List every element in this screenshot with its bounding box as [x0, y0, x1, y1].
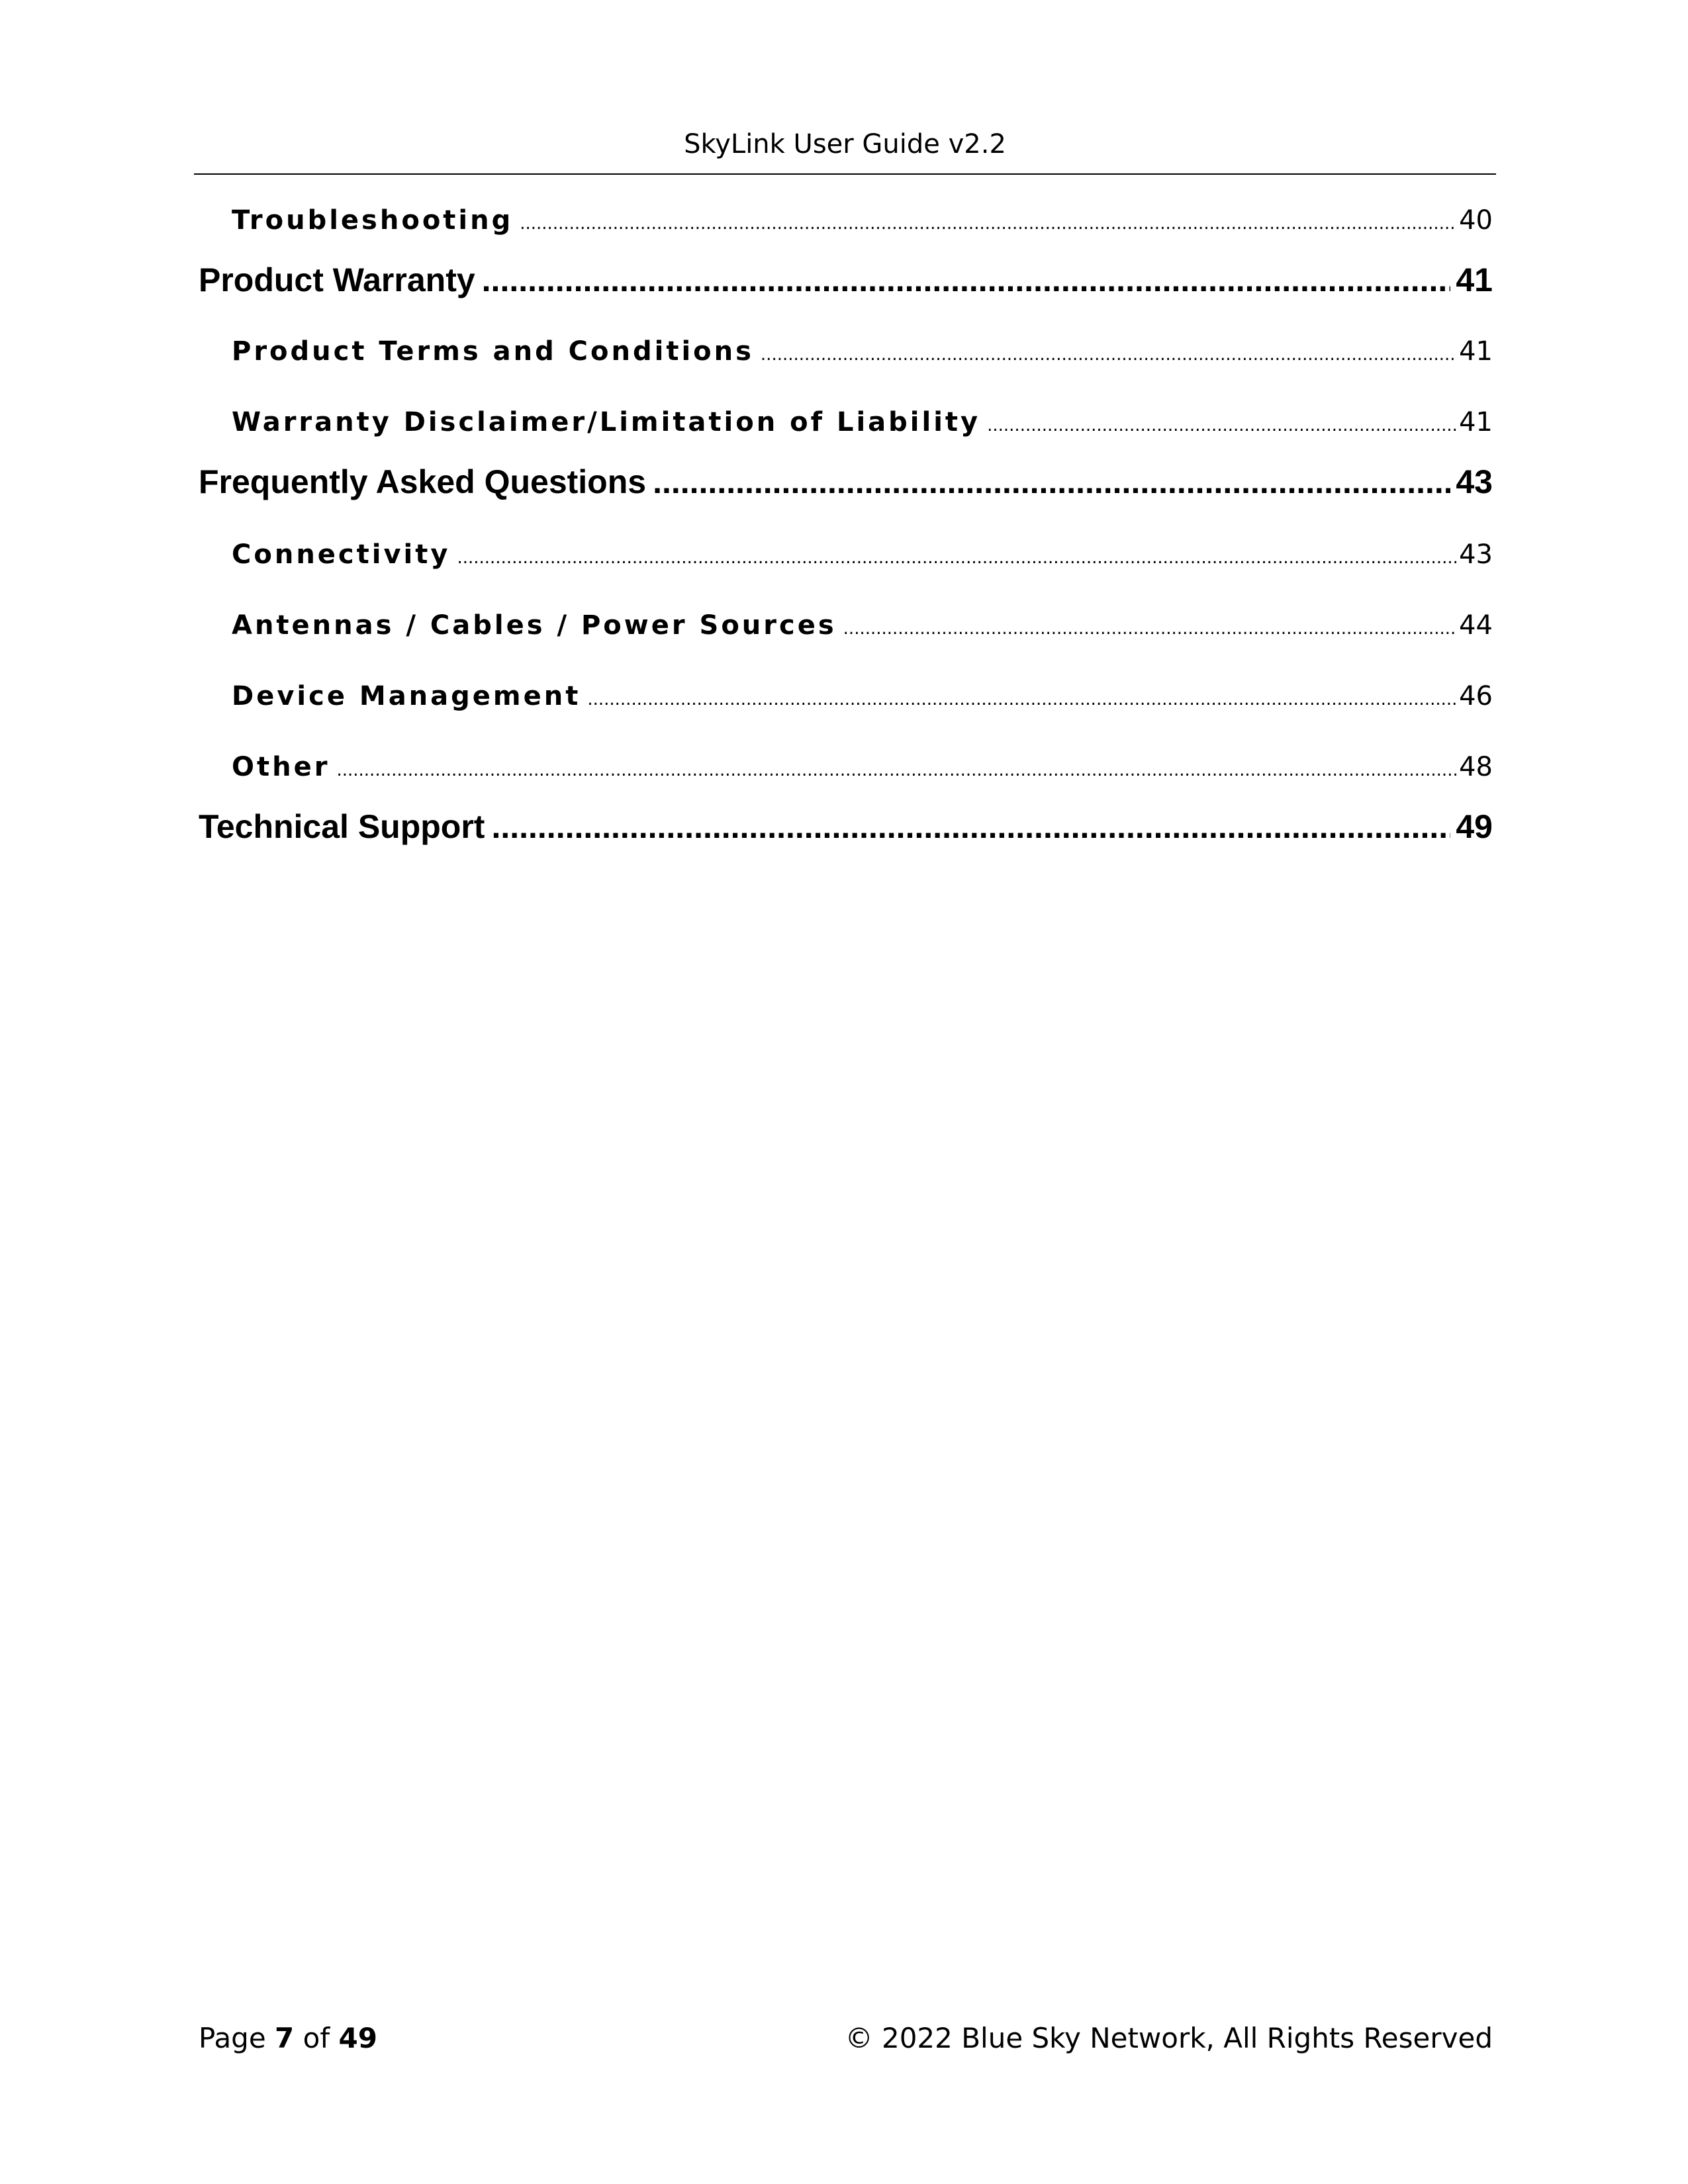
toc-entry[interactable] [232, 607, 1493, 644]
dot-leader [987, 407, 1456, 441]
page-separator: of [303, 2022, 330, 2054]
toc-entry-page: 43 [1456, 463, 1493, 500]
dot-leader [843, 610, 1456, 644]
total-pages: 49 [338, 2022, 377, 2054]
toc-entry[interactable] [199, 259, 1493, 300]
dot-leader [761, 336, 1456, 370]
toc-entry-title: Antennas / Cables / Power Sources [232, 610, 837, 641]
dot-leader [336, 752, 1456, 786]
toc-entry[interactable] [232, 202, 1493, 239]
document-title: SkyLink User Guide v2.2 [684, 129, 1006, 159]
toc-entry-title: Connectivity [232, 539, 451, 570]
dot-leader [587, 681, 1456, 715]
toc-entry-title: Troubleshooting [232, 205, 514, 236]
toc-entry-page: 48 [1459, 752, 1493, 782]
page-prefix: Page [199, 2022, 266, 2054]
toc-entry-page: 41 [1459, 407, 1493, 437]
toc-entry-page: 44 [1459, 610, 1493, 641]
toc-entry-page: 41 [1459, 336, 1493, 367]
toc-entry[interactable] [232, 404, 1493, 441]
dot-leader [457, 539, 1456, 573]
current-page: 7 [275, 2022, 295, 2054]
toc-entry-title: Technical Support [199, 808, 485, 845]
toc-entry-page: 40 [1459, 205, 1493, 236]
toc-entry-page: 49 [1456, 808, 1493, 845]
toc-entry-title: Other [232, 752, 330, 782]
page-footer [199, 2019, 1493, 2058]
toc-entry-title: Product Terms and Conditions [232, 336, 754, 367]
page-header [194, 126, 1496, 175]
toc-entry[interactable] [232, 749, 1493, 786]
toc-entry-title: Frequently Asked Questions [199, 463, 647, 500]
toc-entry[interactable] [199, 461, 1493, 502]
toc-entry[interactable] [232, 536, 1493, 573]
toc-entry-page: 46 [1459, 681, 1493, 711]
toc-entry[interactable] [232, 678, 1493, 715]
toc-entry-page: 43 [1459, 539, 1493, 570]
page-number [199, 2019, 377, 2058]
toc-entry-title: Product Warranty [199, 261, 475, 298]
toc-entry-title: Device Management [232, 681, 581, 711]
dot-leader [482, 259, 1451, 300]
copyright-notice: © 2022 Blue Sky Network, All Rights Reserved [845, 2022, 1493, 2054]
toc-entry[interactable] [199, 806, 1493, 847]
dot-leader [653, 461, 1450, 502]
dot-leader [491, 806, 1450, 847]
dot-leader [520, 205, 1456, 239]
toc-entry-title: Warranty Disclaimer/Limitation of Liability [232, 407, 981, 437]
toc-entry-page: 41 [1456, 261, 1493, 298]
toc-entry[interactable] [232, 333, 1493, 370]
